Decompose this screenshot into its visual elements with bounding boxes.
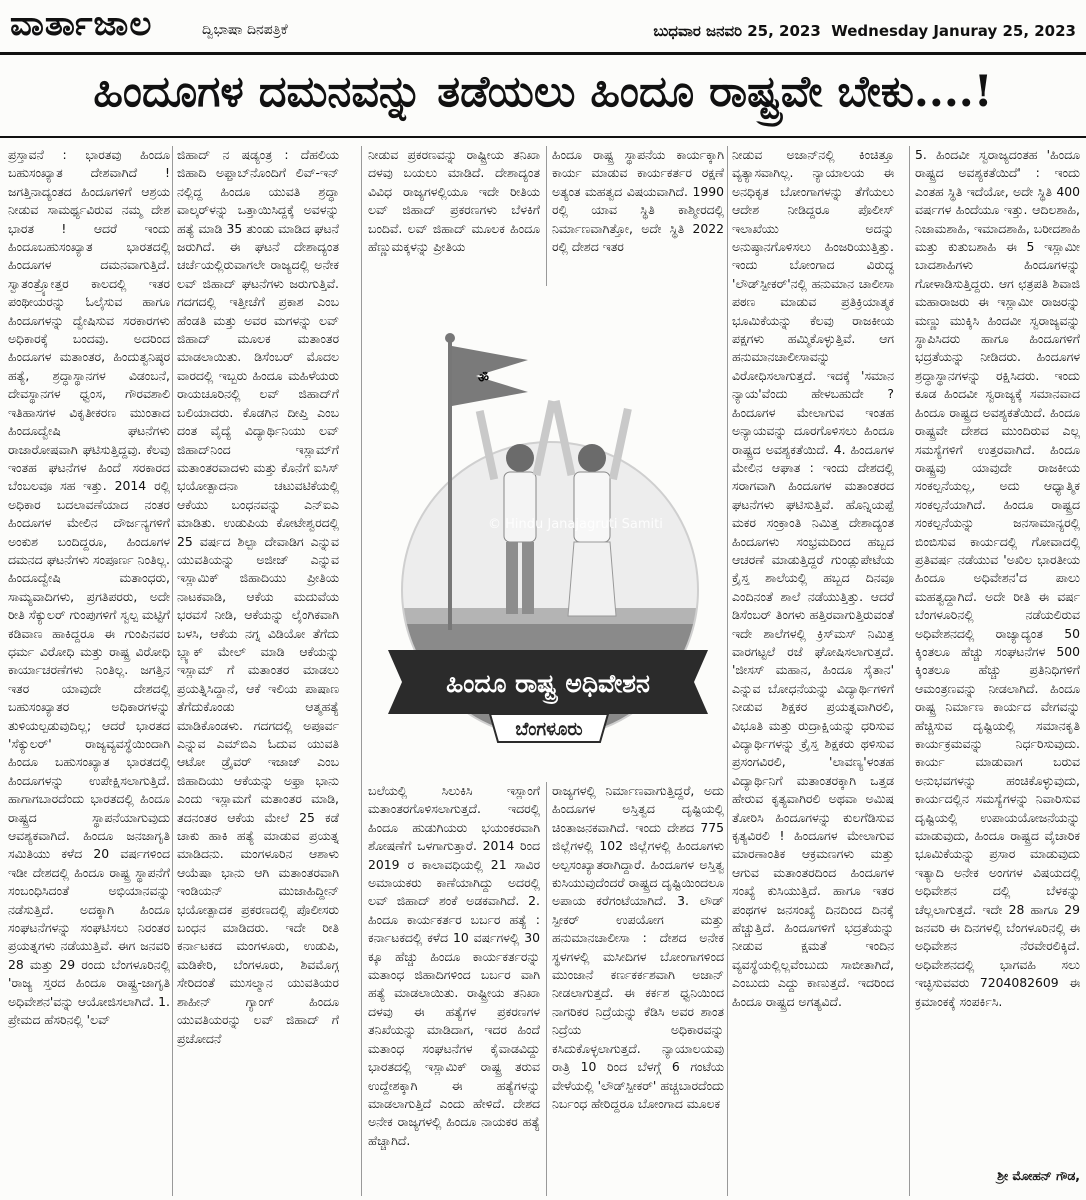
watermark-text: © Hindu Janajagruti Samiti (488, 517, 663, 532)
newspaper-brand: ವಾರ್ತಾಜಾಲ (10, 4, 153, 44)
article-column-6 (915, 146, 1080, 1164)
article-column-4-top (552, 146, 724, 286)
column-divider (546, 782, 547, 1196)
column-2-text: ಜಿಹಾದ್ ನ ಷಡ್ಯಂತ್ರ : ದೆಹಲಿಯ ಜಿಹಾದಿ ಅಫ್ತಾಬ್‌ನೊಂದಿಗೆ ಲಿವ್-ಇನ್ ನಲ್ಲಿದ್ದ ಹಿಂದೂ ಯುವತಿ ಶ್ರದ್ಧಾ ವಾಲ್ಕರ್‌ಳನ್ನು ಒತ್ತಾಯಿಸಿದ್ದಕ್ಕೆ ಅವಳನ್ನು ಹತ್ಯೆ ಮಾಡಿ 35 ತುಂಡು ಮಾಡಿದ ಘಟನೆ ಜರುಗಿದೆ. ಈ ಘಟನೆ ದೇಶಾದ್ಯಂತ ಚರ್ಚೆಯಲ್ಲಿರುವಾಗಲೇ ರಾಜ್ಯದಲ್ಲಿ ಅನೇಕ ಲವ್ ಜಿಹಾದ್ ಘಟನೆಗಳು ಜರುಗುತ್ತಿವೆ. ಗದಗದಲ್ಲಿ ಇತ್ತೀಚೆಗೆ ಪ್ರಕಾಶ ಎಂಬ ಹೆಂಡತಿ ಮತ್ತು ಅವರ ಮಗಳನ್ನು ಲವ್ ಜಿಹಾದ್ ಮೂಲಕ ಮತಾಂತರ ಮಾಡಲಾಯಿತು. ಡಿಸೆಂಬರ್ ಮೊದಲ ವಾರದಲ್ಲಿ ಇಬ್ಬರು ಹಿಂದೂ ಮಹಿಳೆಯರು ರಾಯಚೂರಿನಲ್ಲಿ ಲವ್ ಜಿಹಾದ್‌ಗೆ ಬಲಿಯಾದರು. ಕೊಡಗಿನ ದೀಪ್ತಿ ಎಂಬ ದಂತ ವೈದ್ಯೆ ವಿದ್ಯಾರ್ಥಿನಿಯು ಲವ್ ಜಿಹಾದ್‌ನಿಂದ ಇಸ್ಲಾಮ್‌ಗೆ ಮತಾಂತರವಾದಳು ಮತ್ತು ಕೊನೆಗೆ ಐಸಿಸ್ ಭಯೋತ್ಪಾದನಾ ಚಟುವಟಿಕೆಯಲ್ಲಿ ಆಕೆಯು ಬಂಧನವನ್ನು ಎನ್ಐಎ ಮಾಡಿತು. ಉಡುಪಿಯ ಕೋಟೇಶ್ವರದಲ್ಲಿ 25 ವರ್ಷದ ಶಿಲ್ಪಾ ದೇವಾಡಿಗ ಎನ್ನುವ ಯುವತಿಯನ್ನು ಅಜೀಜ್ ಎನ್ನುವ ಇಸ್ಲಾಮಿಕ್ ಜಿಹಾದಿಯು ಪ್ರೀತಿಯ ನಾಟಕವಾಡಿ, ಆಕೆಯ ಮದುವೆಯ ಭರವಸೆ ನೀಡಿ, ಆಕೆಯನ್ನು ಲೈಂಗಿಕವಾಗಿ ಬಳಸಿ, ಆಕೆಯ ನಗ್ನ ವಿಡಿಯೋ ತೆಗೆದು ಬ್ಲ್ಯಾಕ್ ಮೇಲ್ ಮಾಡಿ ಆಕೆಯನ್ನು ಇಸ್ಲಾಮ್ ಗೆ ಮತಾಂತರ ಮಾಡಲು ಪ್ರಯತ್ನಿಸಿದ್ದಾನೆ, ಆಕೆ ಇಲಿಯ ಪಾಷಾಣ ತೆಗೆದುಕೊಂಡು ಆತ್ಮಹತ್ಯೆ ಮಾಡಿಕೊಂಡಳು. ಗದಗದಲ್ಲಿ ಅಪೂರ್ವ ಎನ್ನುವ ಎಮ್‌ಬಿಎ ಓದುವ ಯುವತಿ ಆಟೋ ಡ್ರೈವರ್ ಇಜಾಜ್ ಎಂಬ ಜಿಹಾದಿಯು ಆಕೆಯನ್ನು ಅಫ್ರಾ ಭಾನು ಎಂದು ಇಸ್ಲಾಮಗೆ ಮತಾಂತರ ಮಾಡಿ, ತದನಂತರ ಆಕೆಯ ಮೇಲೆ 25 ಕಡೆ ಚಾಕು ಹಾಕಿ ಹತ್ಯೆ ಮಾಡುವ ಪ್ರಯತ್ನ ಮಾಡಿದನು. ಮಂಗಳೂರಿನ ಆಶಾಳು ಆಯೆಷಾ ಭಾನು ಆಗಿ ಮತಾಂತರವಾಗಿ ಇಂಡಿಯನ್ ಮುಜಾಹಿದ್ದೀನ್ ಭಯೋತ್ಪಾದಕ ಪ್ರಕರಣದಲ್ಲಿ ಪೊಲೀಸರು ಬಂಧನ ಮಾಡಿದರು. ಇದೇ ರೀತಿ ಕರ್ನಾಟಕದ ಮಂಗಳೂರು, ಉಡುಪಿ, ಮಡಿಕೇರಿ, ಬೆಂಗಳೂರು, ಶಿವಮೊಗ್ಗ ಸೇರಿದಂತೆ ಮುಸಲ್ಮಾನ ಯುವತಿಯರ ಶಾಹೀನ್ ಗ್ಯಾಂಗ್ ಹಿಂದೂ ಯುವತಿಯರನ್ನು ಲವ್ ಜಿಹಾದ್ ಗೆ ಪ್ರಚೋದನೆ (177, 147, 339, 1046)
newspaper-subtitle: ದ್ವಿಭಾಷಾ ದಿನಪತ್ರಿಕೆ (202, 22, 288, 38)
article-column-4-bottom (552, 782, 724, 1196)
om-symbol: ॐ (478, 371, 489, 385)
column-4-top-text: ಹಿಂದೂ ರಾಷ್ಟ್ರ ಸ್ಥಾಪನೆಯ ಕಾರ್ಯಕ್ಕಾಗಿ ಕಾರ್ಯ ಮಾಡುವ ಕಾರ್ಯಕರ್ತರ ರಕ್ಷಣೆ ಅತ್ಯಂತ ಮಹತ್ವದ ವಿಷಯವಾಗಿದೆ. 1990 ರಲ್ಲಿ ಯಾವ ಸ್ಥಿತಿ ಕಾಶ್ಮೀರದಲ್ಲಿ ನಿರ್ಮಾಣವಾಗಿತ್ತೋ, ಅದೇ ಸ್ಥಿತಿ 2022 ರಲ್ಲಿ ದೇಶದ ಇತರ (552, 147, 724, 255)
masthead (0, 0, 1086, 55)
date-english: Wednesday Januray 25, 2023 (831, 22, 1076, 40)
column-divider (909, 146, 910, 1196)
column-4-bottom-text: ರಾಜ್ಯಗಳಲ್ಲಿ ನಿರ್ಮಾಣವಾಗುತ್ತಿದ್ದರೆ, ಅದು ಹಿಂದೂಗಳ ಅಸ್ತಿತ್ವದ ದೃಷ್ಟಿಯಲ್ಲಿ ಚಿಂತಾಜನಕವಾಗಿದೆ. ಇಂದು ದೇಶದ 775 ಜಿಲ್ಲೆಗಳಲ್ಲಿ 102 ಜಿಲ್ಲೆಗಳಲ್ಲಿ ಹಿಂದೂಗಳು ಅಲ್ಪಸಂಖ್ಯಾತರಾಗಿದ್ದಾರೆ. ಹಿಂದೂಗಳ ಅಸ್ತಿತ್ವ ಕುಸಿಯುವುದೆಂದರೆ ರಾಷ್ಟ್ರದ ದೃಷ್ಟಿಯಿಂದಲೂ ಅಪಾಯ ಕರೆಗಂಟೆಯಾಗಿದೆ. 3. ಲೌಡ್ ಸ್ಪೀಕರ್ ಉಪಯೋಗ ಮತ್ತು ಹನುಮಾನಚಾಲೀಸಾ : ದೇಶದ ಅನೇಕ ಸ್ಥಳಗಳಲ್ಲಿ ಮಸೀದಿಗಳ ಬೋಂಗಾಗಳಿಂದ ಮುಂಜಾನೆ ಕರ್ಣಕರ್ಕಶವಾಗಿ ಅಜಾನ್ ನೀಡಲಾಗುತ್ತದೆ. ಈ ಕರ್ಕಶ ಧ್ವನಿಯಿಂದ ನಾಗರಿಕರ ನಿದ್ರೆಯನ್ನು ಕೆಡಿಸಿ ಅವರ ಶಾಂತ ನಿದ್ರೆಯ ಅಧಿಕಾರವನ್ನು ಕಸಿದುಕೊಳ್ಳಲಾಗುತ್ತದೆ. ನ್ಯಾಯಾಲಯವು ರಾತ್ರಿ 10 ರಿಂದ ಬೆಳಗ್ಗೆ 6 ಗಂಟೆಯ ವೇಳೆಯಲ್ಲಿ 'ಲೌಡ್‌ಸ್ಪೀಕರ್' ಹಚ್ಚಬಾರದೆಂದು ನಿರ್ಬಂಧ ಹೇರಿದ್ದರೂ ಬೋಂಗಾದ ಮೂಲಕ (552, 783, 724, 1111)
column-divider (727, 146, 728, 1196)
author-signoff: ಶ್ರೀ ಮೋಹನ್ ಗೌಡ, (997, 1168, 1080, 1183)
flag-pole (448, 340, 452, 630)
column-divider (361, 146, 362, 1196)
date-kannada: ಬುಧವಾರ ಜನವರಿ 25, 2023 (653, 22, 821, 40)
page-headline: ಹಿಂದೂಗಳ ದಮನವನ್ನು ತಡೆಯಲು ಹಿಂದೂ ರಾಷ್ಟ್ರವೇ ಬೇಕು....! (93, 67, 993, 117)
article-column-5 (732, 146, 894, 1196)
column-divider (172, 146, 173, 1196)
column-5-text: ನೀಡುವ ಅಜಾನ್‌ನಲ್ಲಿ ಕಿಂಚಿತ್ತೂ ವ್ಯತ್ಯಾಸವಾಗಿಲ್ಲ. ನ್ಯಾಯಾಲಯ ಈ ಅನಧಿಕೃತ ಬೋಂಗಾಗಳನ್ನು ತೆಗೆಯಲು ಆದೇಶ ನೀಡಿದ್ದರೂ ಪೊಲೀಸ್ ಇಲಾಖೆಯು ಅದನ್ನು ಅನುಷ್ಠಾನಗೊಳಿಸಲು ಹಿಂಜರಿಯುತ್ತಿತ್ತು. ಇಂದು ಬೋಂಗಾದ ವಿರುದ್ಧ 'ಲೌಡ್‌ಸ್ಪೀಕರ್'ನಲ್ಲಿ ಹನುಮಾನ ಚಾಲೀಸಾ ಪಠಣ ಮಾಡುವ ಪ್ರತಿಕ್ರಿಯಾತ್ಮಕ ಭೂಮಿಕೆಯನ್ನು ಕೆಲವು ರಾಜಕೀಯ ಪಕ್ಷಗಳು ಹಮ್ಮಿಕೊಳ್ಳುತ್ತಿವೆ. ಆಗ ಹನುಮಾನಚಾಲೀಸಾವನ್ನು ವಿರೋಧಿಸಲಾಗುತ್ತದೆ. ಇದಕ್ಕೆ 'ಸಮಾನ ನ್ಯಾಯ'ವೆಂದು ಹೇಳಬಹುದೇ ? ಹಿಂದೂಗಳ ಮೇಲಾಗುವ ಇಂತಹ ಅನ್ಯಾಯವನ್ನು ದೂರಗೊಳಿಸಲು ಹಿಂದೂ ರಾಷ್ಟ್ರದ ಅವಶ್ಯಕತೆಯಿದೆ. 4. ಹಿಂದೂಗಳ ಮೇಲಿನ ಆಘಾತ : ಇಂದು ದೇಶದಲ್ಲಿ ಸರಾಗವಾಗಿ ಹಿಂದೂಗಳ ಮತಾಂತರದ ಘಟನೆಗಳು ಘಟಿಸುತ್ತಿವೆ. ಹೊನ್ನಿಯಪ್ಪೆ ಮಕರ ಸಂಕ್ರಾಂತಿ ನಿಮಿತ್ತ ದೇಶಾದ್ಯಂತ ಹಿಂದೂಗಳು ಸಂಭ್ರಮದಿಂದ ಹಬ್ಬದ ಆಚರಣೆ ಮಾಡುತ್ತಿದ್ದರೆ ಗುಂಡ್ಲುಪೇಟೆಯ ಕ್ರೈಸ್ತ ಶಾಲೆಯಲ್ಲಿ ಹಬ್ಬದ ದಿನವೂ ಎಂದಿನಂತೆ ಶಾಲೆ ನಡೆಯುತ್ತಿತ್ತು. ಆದರೆ ಡಿಸೆಂಬರ್ ತಿಂಗಳು ಹತ್ತಿರವಾಗುತ್ತಿರುವಂತೆ ಇದೇ ಶಾಲೆಗಳಲ್ಲಿ ಕ್ರಿಸ್‌ಮಸ್ ನಿಮಿತ್ತ ವಾರಗಟ್ಟಲೆ ರಜೆ ಘೋಷಿಸಲಾಗುತ್ತದೆ. 'ಜೀಸಸ್ ಮಹಾನ, ಹಿಂದೂ ಸೈತಾನ' ಎನ್ನುವ ಬೋಧನೆಯನ್ನು ವಿದ್ಯಾರ್ಥಿಗಳಿಗೆ ನೀಡುವ ಶಿಕ್ಷಕರ ಪ್ರಯತ್ನವಾಗಿರಲಿ, ವಿಭೂತಿ ಮತ್ತು ರುದ್ರಾಕ್ಷಿಯನ್ನು ಧರಿಸುವ ವಿದ್ಯಾರ್ಥಿಗಳನ್ನು ಕ್ರೈಸ್ತ ಶಿಕ್ಷಕರು ಥಳಿಸುವ ಪ್ರಸಂಗವಿರಲಿ, 'ಲಾವಣ್ಯ'ಳಂತಹ ವಿದ್ಯಾರ್ಥಿನಿಗೆ ಮತಾಂತರಕ್ಕಾಗಿ ಒತ್ತಡ ಹೇರುವ ಕೃತ್ಯವಾಗಿರಲಿ ಅಥವಾ ಅಮಿಷ ತೋರಿಸಿ ಹಿಂದೂಗಳನ್ನು ಕುಲಗೆಡಿಸುವ ಕೃತ್ಯವಿರಲಿ ! ಹಿಂದೂಗಳ ಮೇಲಾಗುವ ಮಾರಣಾಂತಿಕ ಆಕ್ರಮಣಗಳು ಮತ್ತು ಆಗುವ ಮತಾಂತರದಿಂದ ಹಿಂದೂಗಳ ಸಂಖ್ಯೆ ಕುಸಿಯುತ್ತಿದೆ. ಹಾಗೂ ಇತರ ಪಂಥಗಳ ಜನಸಂಖ್ಯೆ ದಿನದಿಂದ ದಿನಕ್ಕೆ ಹೆಚ್ಚುತ್ತಿದೆ. ಹಿಂದೂಗಳಿಗೆ ಭದ್ರತೆಯನ್ನು ನೀಡುವ ಕ್ಷಮತೆ ಇಂದಿನ ವ್ಯವಸ್ಥೆಯಲ್ಲಿಲ್ಲವೆಂಬುದು ಸಾಬೀತಾಗಿದೆ, ಎಂಬುದು ಎದ್ದು ಕಾಣುತ್ತದೆ. ಇದರಿಂದ ಹಿಂದೂ ರಾಷ್ಟ್ರದ ಅಗತ್ಯವಿದೆ. (732, 147, 894, 1009)
column-6-text: 5. ಹಿಂದವೀ ಸ್ವರಾಜ್ಯದಂತಹ 'ಹಿಂದೂ ರಾಷ್ಟ್ರದ ಅವಶ್ಯಕತೆಯಿದೆ' : ಇಂದು ಎಂತಹ ಸ್ಥಿತಿ ಇದೆಯೋ, ಅದೇ ಸ್ಥಿತಿ 400 ವರ್ಷಗಳ ಹಿಂದೆಯೂ ಇತ್ತು. ಆದಿಲಶಾಹಿ, ನಿಜಾಮಶಾಹಿ, ಇಮಾದಶಾಹಿ, ಬರೀದಶಾಹಿ ಮತ್ತು ಕುತುಬಶಾಹಿ ಈ 5 ಇಸ್ಲಾಮೀ ಬಾದಶಾಹಿಗಳು ಹಿಂದೂಗಳನ್ನು ಗೋಳಾಡಿಸುತ್ತಿದ್ದರು. ಆಗ ಛತ್ರಪತಿ ಶಿವಾಜಿ ಮಹಾರಾಜರು ಈ ಇಸ್ಲಾಮೀ ರಾಜರನ್ನು ಮಣ್ಣು ಮುಕ್ಕಿಸಿ ಹಿಂದವೀ ಸ್ವರಾಜ್ಯವನ್ನು ಸ್ಥಾಪಿಸಿದರು ಹಾಗೂ ಹಿಂದೂಗಳಿಗೆ ಭದ್ರತೆಯನ್ನು ನೀಡಿದರು. ಹಿಂದೂಗಳ ಶ್ರದ್ಧಾಸ್ಥಾನಗಳನ್ನು ರಕ್ಷಿಸಿದರು. ಇಂದು ಕೂಡ ಹಿಂದವೀ ಸ್ವರಾಜ್ಯಕ್ಕೆ ಸಮಾನವಾದ ಹಿಂದೂ ರಾಷ್ಟ್ರದ ಅವಶ್ಯಕತೆಯಿದೆ. ಹಿಂದೂ ರಾಷ್ಟ್ರವೇ ದೇಶದ ಮುಂದಿರುವ ಎಲ್ಲ ಸಮಸ್ಯೆಗಳಿಗೆ ಉತ್ತರವಾಗಿದೆ. ಹಿಂದೂ ರಾಷ್ಟ್ರವು ಯಾವುದೇ ರಾಜಕೀಯ ಸಂಕಲ್ಪನೆಯಲ್ಲ, ಅದು ಆಧ್ಯಾತ್ಮಿಕ ಸಂಕಲ್ಪನೆಯಾಗಿದೆ. ಹಿಂದೂ ರಾಷ್ಟ್ರದ ಸಂಕಲ್ಪನೆಯನ್ನು ಜನಸಾಮಾನ್ಯರಲ್ಲಿ ಬಿಂಬಿಸುವ ಕಾರ್ಯದಲ್ಲಿ ಗೋವಾದಲ್ಲಿ ಪ್ರತಿವರ್ಷ ನಡೆಯುವ 'ಅಖಿಲ ಭಾರತೀಯ ಹಿಂದೂ ಅಧಿವೇಶನ'ದ ಪಾಲು ಮಹತ್ವದ್ದಾಗಿದೆ. ಅದೇ ರೀತಿ ಈ ವರ್ಷ ಬೆಂಗಳೂರಿನಲ್ಲಿ ನಡೆಯಲಿರುವ ಅಧಿವೇಶನದಲ್ಲಿ ರಾಜ್ಯಾದ್ಯಂತ 50 ಕ್ಕಿಂತಲೂ ಹೆಚ್ಚು ಸಂಘಟನೆಗಳ 500 ಕ್ಕಿಂತಲೂ ಹೆಚ್ಚು ಪ್ರತಿನಿಧಿಗಳಿಗೆ ಆಮಂತ್ರಣವನ್ನು ನೀಡಲಾಗಿದೆ. ಹಿಂದೂ ರಾಷ್ಟ್ರ ನಿರ್ಮಾಣ ಕಾರ್ಯದ ವೇಗವನ್ನು ಹೆಚ್ಚಿಸುವ ದೃಷ್ಟಿಯಲ್ಲಿ ಸಮಾನಕೃತಿ ಕಾರ್ಯಕ್ರಮವನ್ನು ನಿರ್ಧರಿಸುವುದು. ಕಾರ್ಯ ಮಾಡುವಾಗ ಬರುವ ಅನುಭವಗಳನ್ನು ಹಂಚಿಕೊಳ್ಳುವುದು, ಕಾರ್ಯದಲ್ಲಿನ ಸಮಸ್ಯೆಗಳನ್ನು ನಿವಾರಿಸುವ ದೃಷ್ಟಿಯಲ್ಲಿ ಉಪಾಯಯೋಜನೆಯನ್ನು ಮಾಡುವುದು, ಹಿಂದೂ ರಾಷ್ಟ್ರದ ವೈಚಾರಿಕ ಭೂಮಿಕೆಯನ್ನು ಪ್ರಸಾರ ಮಾಡುವುದು ಇತ್ಯಾದಿ ಅನೇಕ ಅಂಗಗಳ ವಿಷಯದಲ್ಲಿ ಅಧಿವೇಶನ ದಲ್ಲಿ ಬೆಳಕನ್ನು ಚೆಲ್ಲಲಾಗುತ್ತದೆ. ಇದೇ 28 ಹಾಗೂ 29 ಜನವರಿ ಈ ದಿನಗಳಲ್ಲಿ ಬೆಂಗಳೂರಿನಲ್ಲಿ ಈ ಅಧಿವೇಶನ ನೆರವೇರಲಿಕ್ಕಿದೆ. ಅಧಿವೇಶನದಲ್ಲಿ ಭಾಗವಹಿ ಸಲು ಇಚ್ಛಿಸುವವರು 7204082609 ಈ ಕ್ರಮಾಂಕಕ್ಕೆ ಸಂಪರ್ಕಿಸಿ. (915, 147, 1080, 1009)
headline-rule (0, 136, 1086, 138)
article-column-1 (8, 146, 170, 1196)
column-3-bottom-text: ಬಲೆಯಲ್ಲಿ ಸಿಲುಕಿಸಿ ಇಸ್ಲಾಂಗೆ ಮತಾಂತರಗೊಳಿಸಲಾಗುತ್ತದೆ. ಇದರಲ್ಲಿ ಹಿಂದೂ ಹುಡುಗಿಯರು ಭಯಂಕರವಾಗಿ ಶೋಷಣೆಗೆ ಒಳಗಾಗುತ್ತಾರೆ. 2014 ರಿಂದ 2019 ರ ಕಾಲಾವಧಿಯಲ್ಲಿ 21 ಸಾವಿರ ಅಮಾಯಕರು ಕಾಣೆಯಾಗಿದ್ದು ಅದರಲ್ಲಿ ಲವ್ ಜಿಹಾದ್ ಶಂಕೆ ಅಡಕವಾಗಿದೆ. 2. ಹಿಂದೂ ಕಾರ್ಯಕರ್ತರ ಬರ್ಬರ ಹತ್ಯೆ : ಕರ್ನಾಟಕದಲ್ಲಿ ಕಳೆದ 10 ವರ್ಷಗಳಲ್ಲಿ 30 ಕ್ಕೂ ಹೆಚ್ಚು ಹಿಂದೂ ಕಾರ್ಯಕರ್ತರನ್ನು ಮತಾಂಧ ಜಿಹಾದಿಗಳಿಂದ ಬರ್ಬರ ವಾಗಿ ಹತ್ಯೆ ಮಾಡಲಾಯಿತು. ರಾಷ್ಟ್ರೀಯ ತನಿಖಾ ದಳವು ಈ ಹತ್ಯೆಗಳ ಪ್ರಕರಣಗಳ ತನಿಖೆಯನ್ನು ಮಾಡಿದಾಗ, ಇದರ ಹಿಂದೆ ಮತಾಂಧ ಸಂಘಟನೆಗಳ ಕೈವಾಡವಿದ್ದು ಭಾರತದಲ್ಲಿ ಇಸ್ಲಾಮಿಕ್ ರಾಷ್ಟ್ರ ತರುವ ಉದ್ದೇಶಕ್ಕಾಗಿ ಈ ಹತ್ಯೆಗಳನ್ನು ಮಾಡಲಾಗುತ್ತಿದೆ ಎಂದು ಹೇಳಿದೆ. ದೇಶದ ಅನೇಕ ರಾಜ್ಯಗಳಲ್ಲಿ ಹಿಂದೂ ನಾಯಕರ ಹತ್ಯೆ ಹೆಚ್ಚಾಗಿದೆ. (368, 783, 540, 1148)
article-column-2 (177, 146, 339, 1196)
saffron-flag (452, 346, 528, 406)
column-1-text: ಪ್ರಸ್ತಾವನೆ : ಭಾರತವು ಹಿಂದೂ ಬಹುಸಂಖ್ಯಾತ ದೇಶವಾಗಿದೆ ! ಜಗತ್ತಿನಾದ್ಯಂತದ ಹಿಂದೂಗಳಿಗೆ ಆಶ್ರಯ ನೀಡುವ ಸಾಮರ್ಥ್ಯವಿರುವ ನಮ್ಮ ದೇಶ ಭಾರತ ! ಆದರೆ ಇಂದು ಹಿಂದೂಬಹುಸಂಖ್ಯಾತ ಭಾರತದಲ್ಲಿ ಹಿಂದೂಗಳ ದಮನವಾಗುತ್ತಿದೆ. ಸ್ವಾತಂತ್ರ್ಯೋತ್ತರ ಕಾಲದಲ್ಲಿ ಇತರ ಪಂಥೀಯರನ್ನು ಓಲೈಸುವ ಹಾಗೂ ಹಿಂದೂಗಳನ್ನು ದ್ವೇಷಿಸುವ ಸರಕಾರಗಳು ಅಧಿಕಾರಕ್ಕೆ ಬಂದವು. ಅದರಿಂದ ಹಿಂದೂಗಳ ಮತಾಂತರ, ಹಿಂದುತ್ವನಿಷ್ಠರ ಹತ್ಯೆ, ಶ್ರದ್ಧಾಸ್ಥಾನಗಳ ವಿಡಂಬನೆ, ದೇವಸ್ಥಾನಗಳ ಧ್ವಂಸ, ಗೌರವಶಾಲಿ ಇತಿಹಾಸಗಳ ವಿಕೃತೀಕರಣ ಮುಂತಾದ ಹಿಂದೂದ್ವೇಷಿ ಘಟನೆಗಳು ರಾಜಾರೋಷವಾಗಿ ಘಟಿಸುತ್ತಿದ್ದವು. ಕೆಲವು ಇಂತಹ ಘಟನೆಗಳ ಹಿಂದೆ ಸರಕಾರದ ಬೆಂಬಲವೂ ಸಹ ಇತ್ತು. 2014 ರಲ್ಲಿ ಅಧಿಕಾರ ಬದಲಾವಣೆಯಾದ ನಂತರ ಹಿಂದೂಗಳ ಮೇಲಿನ ದೌರ್ಜನ್ಯಗಳಿಗೆ ಅಂಕುಶ ಬಂದಿದ್ದರೂ, ಹಿಂದೂಗಳ ದಮನದ ಘಟನೆಗಳು ಸಂಪೂರ್ಣ ನಿಂತಿಲ್ಲ. ಹಿಂದೂದ್ವೇಷಿ ಮತಾಂಧರು, ಸಾಮ್ಯವಾದಿಗಳು, ಪ್ರಗತಿಪರರು, ಅದೇ ರೀತಿ ಸೆಕ್ಯುಲರ್ ಗುಂಪುಗಳಿಗೆ ಸ್ವಲ್ಪ ಮಟ್ಟಿಗೆ ಕಡಿವಾಣ ಹಾಕಿದ್ದರೂ ಈ ಗುಂಪಿನವರ ಧರ್ಮ ವಿರೋಧಿ ಮತ್ತು ರಾಷ್ಟ್ರ ವಿರೋಧಿ ಕಾರ್ಯಾಚರಣೆಗಳು ನಿಂತಿಲ್ಲ. ಜಗತ್ತಿನ ಇತರ ಯಾವುದೇ ದೇಶದಲ್ಲಿ ಬಹುಸಂಖ್ಯಾತರ ಅಧಿಕಾರಗಳನ್ನು ತುಳಿಯಲ್ಪಡುವುದಿಲ್ಲ; ಆದರೆ ಭಾರತದ 'ಸೆಕ್ಯುಲರ್' ರಾಜ್ಯವ್ಯವಸ್ಥೆಯಿಂದಾಗಿ ಹಿಂದೂ ಬಹುಸಂಖ್ಯಾತ ಭಾರತದಲ್ಲಿ ಹಿಂದೂಗಳನ್ನು ಉಪೇಕ್ಷಿಸಲಾಗುತ್ತಿದೆ. ಹಾಗಾಗಬಾರದೆಂದು ಭಾರತದಲ್ಲಿ ಹಿಂದೂ ರಾಷ್ಟ್ರದ ಸ್ಥಾಪನೆಯಾಗುವುದು ಆವಶ್ಯಕವಾಗಿದೆ. ಹಿಂದೂ ಜನಜಾಗೃತಿ ಸಮಿತಿಯು ಕಳೆದ 20 ವರ್ಷಗಳಿಂದ ಇಡೀ ದೇಶದಲ್ಲಿ ಹಿಂದೂ ರಾಷ್ಟ್ರ ಸ್ಥಾಪನೆಗೆ ಸಂಬಂಧಿಸಿದಂತೆ ಅಭಿಯಾನವನ್ನು ನಡೆಸುತ್ತಿದೆ. ಅದಕ್ಕಾಗಿ ಹಿಂದೂ ಸಂಘಟನೆಗಳನ್ನು ಸಂಘಟಿಸಲು ನಿರಂತರ ಪ್ರಯತ್ನಗಳು ನಡೆಯುತ್ತಿವೆ. ಈಗ ಜನವರಿ 28 ಮತ್ತು 29 ರಂದು ಬೆಂಗಳೂರಿನಲ್ಲಿ 'ರಾಜ್ಯ ಸ್ತರದ ಹಿಂದೂ ರಾಷ್ಟ್ರ-ಜಾಗೃತಿ ಅಧಿವೇಶನ'ವನ್ನು ಆಯೋಜಿಸಲಾಗಿದೆ. 1. ಪ್ರೇಮದ ಹೆಸರಿನಲ್ಲಿ 'ಲವ್ (8, 147, 170, 1028)
event-illustration (368, 290, 726, 776)
banner-city: ಬೆಂಗಳೂರು (515, 719, 583, 740)
dateline (653, 22, 1076, 40)
event-illustration-svg (368, 290, 726, 776)
banner-title: ಹಿಂದೂ ರಾಷ್ಟ್ರ ಅಧಿವೇಶನ (446, 669, 650, 698)
column-3-top-text: ನೀಡುವ ಪ್ರಕರಣವನ್ನು ರಾಷ್ಟ್ರೀಯ ತನಿಖಾ ದಳವು ಬಯಲು ಮಾಡಿದೆ. ದೇಶಾದ್ಯಂತ ವಿವಿಧ ರಾಜ್ಯಗಳಲ್ಲಿಯೂ ಇದೇ ರೀತಿಯ ಲವ್ ಜಿಹಾದ್ ಪ್ರಕರಣಗಳು ಬೆಳಕಿಗೆ ಬಂದಿವೆ. ಲವ್ ಜಿಹಾದ್ ಮೂಲಕ ಹಿಂದೂ ಹೆಣ್ಣುಮಕ್ಕಳನ್ನು ಪ್ರೀತಿಯ (368, 147, 540, 255)
article-column-3-bottom (368, 782, 540, 1196)
column-divider (546, 146, 547, 286)
article-column-3-top (368, 146, 540, 286)
